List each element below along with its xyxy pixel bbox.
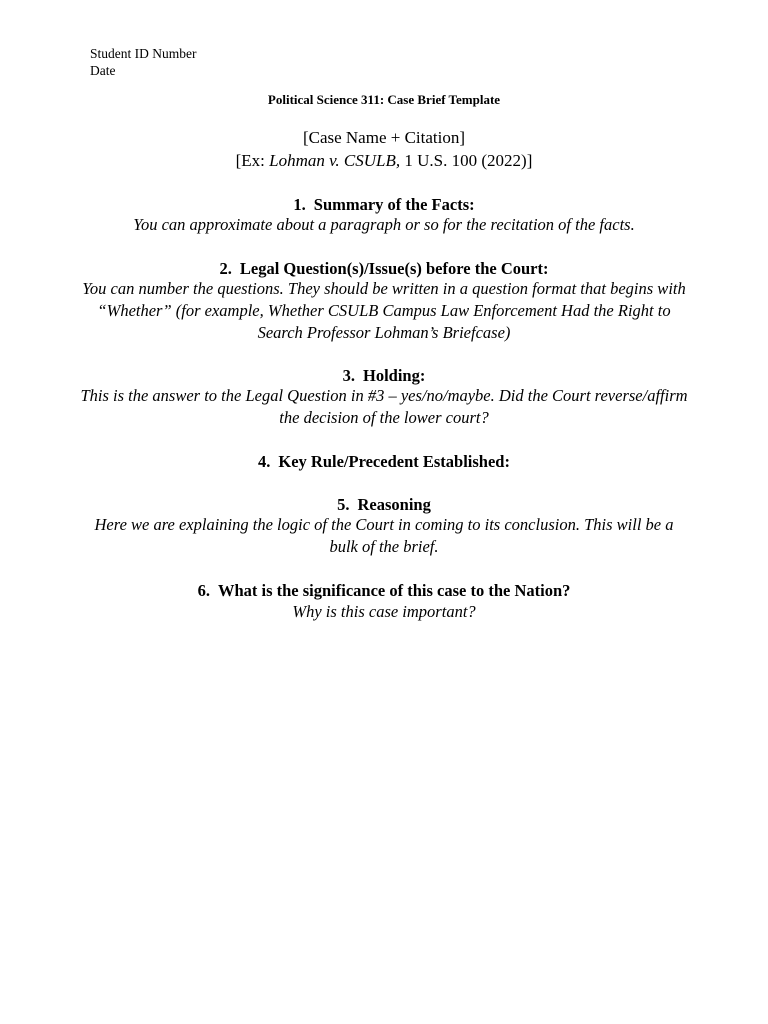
section-3-body: This is the answer to the Legal Question in #3 – yes/no/maybe. Did the Court reverse/affirm the decision of the lower court? (80, 386, 688, 427)
section-2-heading (80, 258, 688, 279)
section-1-title: Summary of the Facts: (313, 195, 475, 214)
section-2-title: Legal Question(s)/Issue(s) before the Court: (239, 259, 549, 278)
section-2-number: 2. (219, 259, 232, 278)
section-3-title: Holding: (363, 366, 426, 385)
section-4-number: 4. (258, 452, 271, 471)
example-case-name: Lohman v. CSULB, (269, 151, 401, 170)
section-1-body: You can approximate about a paragraph or so for the recitation of the facts. (133, 215, 635, 234)
section-6-body: Why is this case important? (292, 602, 476, 621)
section-5-body: Here we are explaining the logic of the Court in coming to its conclusion. This will be a bulk of the brief. (94, 515, 674, 556)
section-4-title: Key Rule/Precedent Established: (278, 452, 510, 471)
section-4-heading (80, 451, 688, 472)
student-id-label: Student ID Number (90, 46, 197, 61)
section-1-heading (80, 194, 688, 215)
section-3-heading (80, 365, 688, 386)
section-3-number: 3. (342, 366, 355, 385)
document-title: Political Science 311: Case Brief Template (267, 92, 501, 107)
section-6-heading (80, 580, 688, 601)
example-suffix: 1 U.S. 100 (2022)] (400, 151, 533, 170)
section-2-body: You can number the questions. They should be written in a question format that begins with “Whether” (for example, Whether CSULB Campus Law Enforcement Had the Right to Search Professor Lohman’s Briefcase) (82, 279, 686, 342)
case-name-placeholder: [Case Name + Citation] (302, 128, 466, 147)
example-prefix: [Ex: (235, 151, 270, 170)
section-6-number: 6. (197, 581, 210, 600)
date-label: Date (90, 63, 116, 78)
section-1-number: 1. (293, 195, 306, 214)
case-citation-example (80, 150, 688, 172)
section-5-heading (80, 494, 688, 515)
section-6-title: What is the significance of this case to the Nation? (217, 581, 571, 600)
section-5-number: 5. (337, 495, 350, 514)
section-5-title: Reasoning (357, 495, 431, 514)
